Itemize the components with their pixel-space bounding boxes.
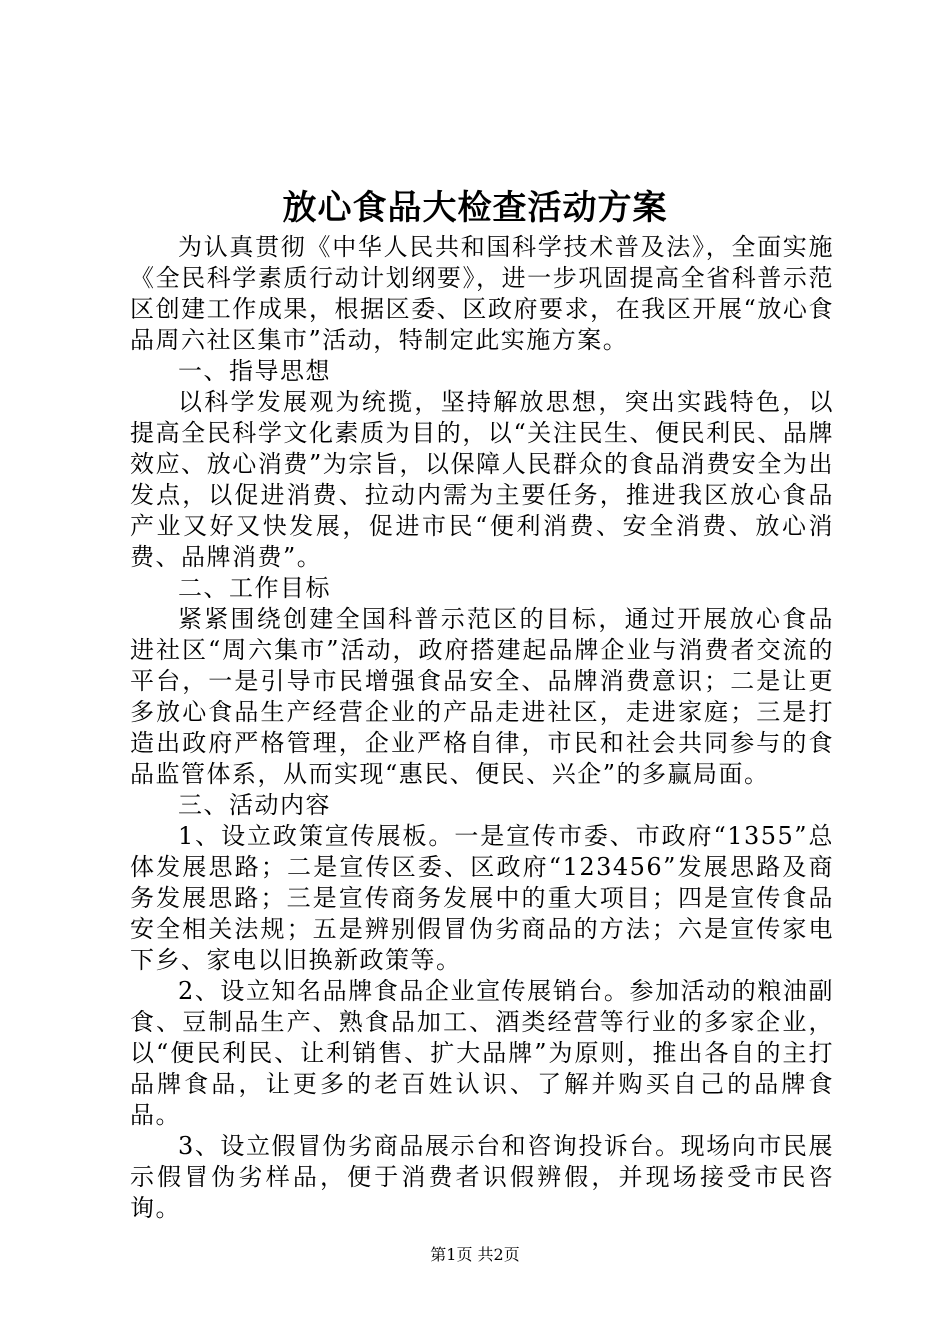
- section-heading-guiding-ideology: 一、指导思想: [178, 357, 331, 385]
- guiding-ideology-paragraph: 以科学发展观为统揽，坚持解放思想，突出实践特色，以提高全民科学文化素质为目的，以“关注民生、便民利民、品牌效应、放心消费”为宗旨，以保障人民群众的食品消费安全为出发点，以促进消费、拉动内需为主要任务，推进我区放心食品产业又好又快发展，促进市民“便利消费、安全消费、放心消费、品牌消费”。: [130, 388, 834, 571]
- document-body: [130, 232, 834, 1224]
- section-heading-work-goals: 二、工作目标: [178, 574, 331, 602]
- intro-paragraph: 为认真贯彻《中华人民共和国科学技术普及法》，全面实施《全民科学素质行动计划纲要》，进一步巩固提高全省科普示范区创建工作成果，根据区委、区政府要求，在我区开展“放心食品周六社区集市”活动，特制定此实施方案。: [130, 233, 834, 354]
- activity-item-1: 1、设立政策宣传展板。一是宣传市委、市政府“1355”总体发展思路；二是宣传区委、区政府“123456”发展思路及商务发展思路；三是宣传商务发展中的重大项目；四是宣传食品安全相关法规；五是辨别假冒伪劣商品的方法；六是宣传家电下乡、家电以旧换新政策等。: [130, 822, 834, 974]
- document-title: 放心食品大检查活动方案: [282, 188, 668, 228]
- activity-item-3: 3、设立假冒伪劣商品展示台和咨询投诉台。现场向市民展示假冒伪劣样品，便于消费者识假辨假，并现场接受市民咨询。: [130, 1132, 834, 1222]
- work-goals-paragraph: 紧紧围绕创建全国科普示范区的目标，通过开展放心食品进社区“周六集市”活动，政府搭建起品牌企业与消费者交流的平台，一是引导市民增强食品安全、品牌消费意识；二是让更多放心食品生产经营企业的产品走进社区，走进家庭；三是打造出政府严格管理，企业严格自律，市民和社会共同参与的食品监管体系，从而实现“惠民、便民、兴企”的多赢局面。: [130, 605, 834, 788]
- page-footer: 第1页 共2页: [430, 1245, 520, 1264]
- section-heading-activity-content: 三、活动内容: [178, 791, 331, 819]
- activity-item-2: 2、设立知名品牌食品企业宣传展销台。参加活动的粮油副食、豆制品生产、熟食品加工、酒类经营等行业的多家企业，以“便民利民、让利销售、扩大品牌”为原则，推出各自的主打品牌食品，让更多的老百姓认识、了解并购买自己的品牌食品。: [130, 977, 834, 1129]
